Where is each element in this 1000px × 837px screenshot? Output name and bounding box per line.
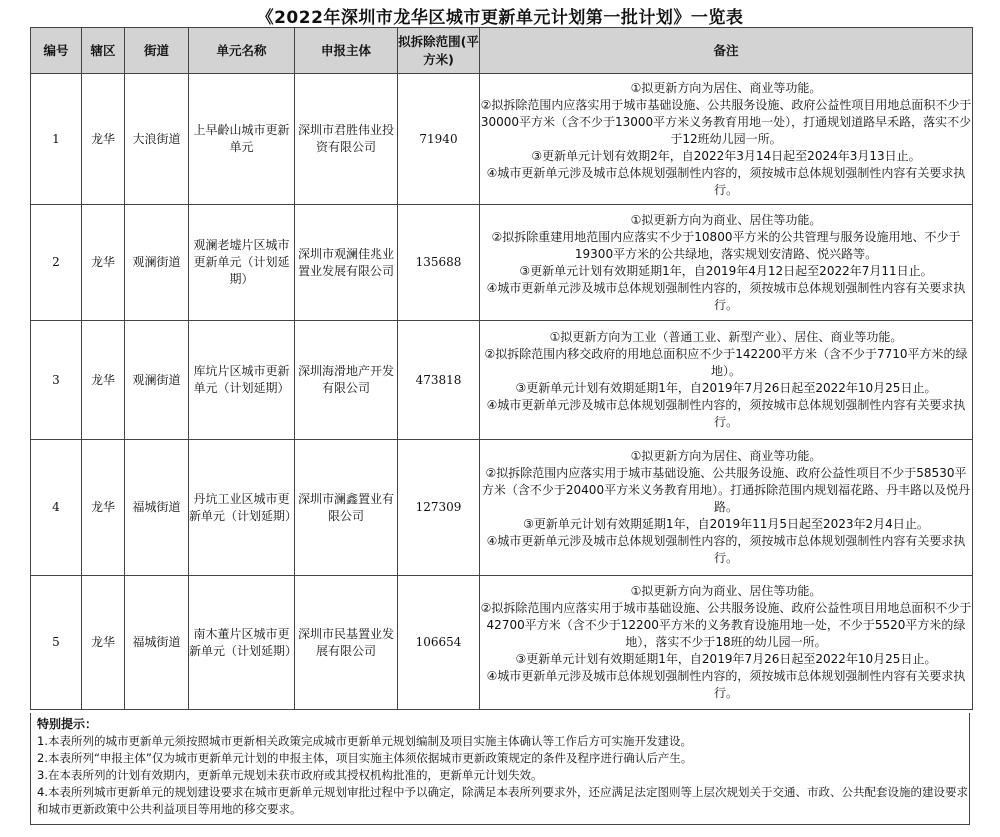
cell-demolition-area: 71940: [398, 74, 480, 205]
note-item: 2.本表所列“申报主体”仅为城市更新单元计划的申报主体，项目实施主体须依据城市更新政策规定的条件及程序进行确认后产生。: [37, 751, 693, 765]
remark-line: ①拟更新方向为商业、居住等功能。: [630, 584, 822, 598]
cell-unit-name: 南木董片区城市更新单元（计划延期）: [189, 576, 295, 710]
cell-unit-name: 观澜老墟片区城市更新单元（计划延期）: [189, 205, 295, 321]
cell-district: 龙华: [82, 321, 125, 440]
cell-unit-name: 上早齡山城市更新单元: [189, 74, 295, 205]
table-row: [31, 205, 973, 321]
cell-remarks: [480, 74, 973, 205]
notes-heading: 特别提示：: [37, 717, 98, 731]
remark-line: ②拟拆除范围内应落实用于城市基础设施、公共服务设施、政府公益性项目用地总面积不少于42700平方米（含不少于12200平方米的义务教育设施用地一处，不少于5520平方米的绿地），落实不少于18班的幼儿园一所。: [480, 601, 972, 649]
cell-remarks: [480, 321, 973, 440]
cell-district: 龙华: [82, 576, 125, 710]
table-row: [31, 321, 973, 440]
remark-line: ②拟拆除范围内移交政府的用地总面积应不少于142200平方米（含不少于7710平方米的绿地）。: [484, 347, 968, 378]
note-item: 1.本表所列的城市更新单元须按照城市更新相关政策完成城市更新单元规划编制及项目实施主体确认等工作后方可实施开发建设。: [37, 734, 692, 748]
cell-remarks: [480, 205, 973, 321]
remark-line: ③更新单元计划有效期延期1年，自2019年4月12日起至2022年7月11日止。: [519, 263, 933, 278]
cell-no: 4: [31, 440, 82, 576]
remark-line: ②拟拆除重建用地范围内应落实不少于10800平方米的公共管理与服务设施用地、不少于19300平方米的公共绿地，落实规划安清路、悦兴路等。: [491, 229, 961, 261]
header-row: [31, 28, 973, 74]
cell-district: 龙华: [82, 205, 125, 321]
cell-no: 2: [31, 205, 82, 321]
cell-demolition-area: 127309: [398, 440, 480, 576]
remark-line: ②拟拆除范围内应落实用于城市基础设施、公共服务设施、政府公益性项目不少于58530平方米（含不少于20400平方米义务教育用地）。打通拆除范围内规划福花路、丹丰路以及悦丹路。: [481, 466, 971, 514]
remark-line: ①拟更新方向为工业（普通工业、新型产业）、居住、商业等功能。: [549, 330, 903, 344]
cell-demolition-area: 473818: [398, 321, 480, 440]
remark-line: ①拟更新方向为商业、居住等功能。: [630, 212, 822, 227]
remark-line: ④城市更新单元涉及城市总体规划强制性内容的，须按城市总体规划强制性内容有关要求执行。: [486, 280, 966, 312]
cell-unit-name: 库坑片区城市更新单元（计划延期）: [189, 321, 295, 440]
remark-line: ③更新单元计划有效期延期1年，自2019年11月5日起至2023年2月4日止。: [523, 517, 929, 531]
remark-line: ③更新单元计划有效期延期1年，自2019年7月26日起至2022年10月25日止。: [515, 652, 937, 666]
cell-demolition-area: 106654: [398, 576, 480, 710]
col-header-remarks: 备注: [480, 28, 973, 74]
col-header-street: 街道: [125, 28, 189, 74]
remark-line: ④城市更新单元涉及城市总体规划强制性内容的，须按城市总体规划强制性内容有关要求执行。: [486, 165, 966, 197]
cell-street: 观澜街道: [125, 321, 189, 440]
cell-demolition-area: 135688: [398, 205, 480, 321]
col-header-unit-name: 单元名称: [189, 28, 295, 74]
page-title: 《2022年深圳市龙华区城市更新单元计划第一批计划》一览表: [256, 8, 744, 28]
col-header-applicant: 申报主体: [295, 28, 398, 74]
note-item: 3.在本表所列的计划有效期内，更新单元规划未获市政府或其授权机构批准的，更新单元计划失效。: [37, 768, 543, 782]
remark-line: ④城市更新单元涉及城市总体规划强制性内容的，须按城市总体规划强制性内容有关要求执行。: [486, 534, 966, 565]
table-row: [31, 576, 973, 710]
col-header-demolition-area: 拟拆除范围(平方米): [398, 28, 480, 74]
table-row: [31, 74, 973, 205]
cell-street: 大浪街道: [125, 74, 189, 205]
cell-district: 龙华: [82, 440, 125, 576]
remark-line: ④城市更新单元涉及城市总体规划强制性内容的，须按城市总体规划强制性内容有关要求执行。: [486, 669, 966, 700]
col-header-no: 编号: [31, 28, 82, 74]
cell-no: 3: [31, 321, 82, 440]
remark-line: ②拟拆除范围内应落实用于城市基础设施、公共服务设施、政府公益性项目用地总面积不少于30000平方米（含不少于13000平方米义务教育用地一处），打通规划道路早禾路，落实不少于12班幼儿园一所。: [480, 97, 972, 146]
remark-line: ③更新单元计划有效期延期1年，自2019年7月26日起至2022年10月25日止。: [515, 381, 937, 395]
cell-no: 1: [31, 74, 82, 205]
plan-table: [30, 27, 973, 710]
cell-street: 观澜街道: [125, 205, 189, 321]
cell-no: 5: [31, 576, 82, 710]
cell-remarks: [480, 576, 973, 710]
table-row: [31, 440, 973, 576]
remark-line: ①拟更新方向为居住、商业等功能。: [630, 449, 822, 463]
cell-unit-name: 丹坑工业区城市更新单元（计划延期）: [189, 440, 295, 576]
remark-line: ①拟更新方向为居住、商业等功能。: [630, 80, 822, 95]
cell-applicant: 深圳市君胜伟业投资有限公司: [295, 74, 398, 205]
cell-street: 福城街道: [125, 440, 189, 576]
cell-applicant: 深圳市民基置业发展有限公司: [295, 576, 398, 710]
special-notes: [30, 713, 970, 825]
cell-district: 龙华: [82, 74, 125, 205]
cell-applicant: 深圳海滑地产开发有限公司: [295, 321, 398, 440]
cell-street: 福城街道: [125, 576, 189, 710]
note-item: 4.本表所列城市更新单元的规划建设要求在城市更新单元规划审批过程中予以确定，除满足本表所列要求外，还应满足法定图则等上层次规划关于交通、市政、公共配套设施的建设要求和城市更新政策中公共利益项目等用地的移交要求。: [37, 785, 968, 816]
cell-remarks: [480, 440, 973, 576]
col-header-district: 辖区: [82, 28, 125, 74]
cell-applicant: 深圳市观澜佳兆业置业发展有限公司: [295, 205, 398, 321]
cell-applicant: 深圳市澜鑫置业有限公司: [295, 440, 398, 576]
remark-line: ④城市更新单元涉及城市总体规划强制性内容的，须按城市总体规划强制性内容有关要求执行。: [486, 398, 966, 429]
remark-line: ③更新单元计划有效期2年，自2022年3月14日起至2024年3月13日止。: [531, 148, 921, 163]
